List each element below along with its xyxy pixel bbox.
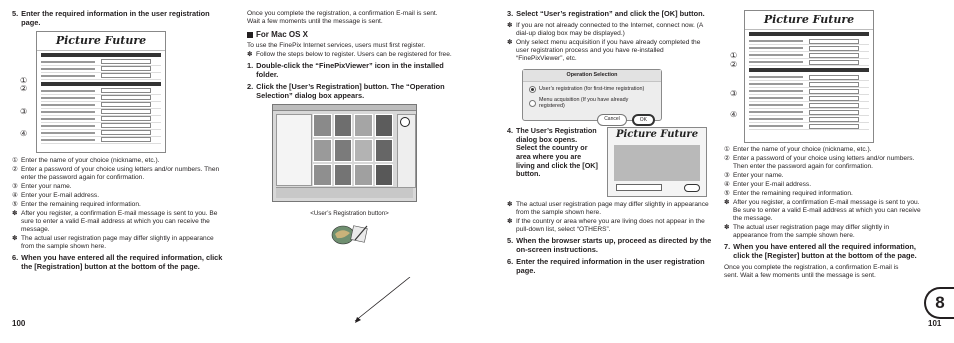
list-item: ⑤ Enter the remaining required information.: [724, 190, 853, 198]
form-row: [749, 88, 869, 95]
outro-paragraph: Once you complete the registration, a confirmation E-mail is sent. Wait a few moments until the message is sent.: [724, 264, 899, 280]
form-row: [749, 123, 869, 130]
list-item: ① Enter the name of your choice (nickname, etc.).: [724, 146, 872, 153]
instruction-list: [12, 157, 226, 251]
dialog-buttons: [529, 114, 655, 126]
callout-3: ③: [730, 89, 738, 98]
note: ✽ The actual user registration page may differ slightly in appearance from the sample shown here.: [724, 224, 890, 240]
form-row: [749, 81, 869, 88]
chapter-tab: 8: [924, 287, 954, 319]
option-users-registration[interactable]: User’s registration (for first-time registration): [529, 86, 655, 93]
photo-thumbnail[interactable]: [334, 114, 353, 137]
form-row: [41, 123, 161, 130]
cancel-button[interactable]: Cancel: [597, 114, 627, 126]
photo-thumbnail[interactable]: [375, 139, 394, 162]
country-dropdown[interactable]: [616, 184, 662, 191]
window-title-bar: [273, 105, 416, 111]
form-row: [41, 73, 161, 80]
thumbnail-grid: [313, 114, 393, 186]
section-body: To use the FinePix Internet services, users must first register.: [247, 41, 426, 49]
form-row: [749, 52, 869, 59]
note: ✽ The actual user registration page may differ slightly in appearance from the sample shown here.: [12, 235, 214, 251]
callout-1: ①: [730, 51, 738, 60]
notes-2: [507, 201, 712, 234]
form-row: [41, 88, 161, 95]
photo-thumbnail[interactable]: [354, 139, 373, 162]
note: ✽ After you register, a confirmation E-mail message is sent to you. Be sure to enter a valid E-mail address at which you can receive the message.: [12, 209, 218, 233]
left-column-2: [247, 10, 452, 245]
form-row: [41, 95, 161, 102]
callout-4: ④: [20, 128, 28, 138]
photo-thumbnail[interactable]: [354, 114, 373, 137]
folder-tree: [276, 114, 312, 186]
page-number-left: 100: [12, 319, 26, 329]
step-7-heading: 7. When you have entered all the required information, click the [Register] button at the bottom of the page.: [724, 242, 917, 261]
form-row: [41, 59, 161, 66]
step-5-heading: 5. When the browser starts up, proceed as directed by the on-screen instructions.: [507, 236, 712, 255]
dialog-title: Operation Selection: [523, 70, 661, 82]
section-bar: [749, 68, 869, 72]
callout-4: ④: [730, 110, 738, 119]
photo-thumbnail[interactable]: [354, 164, 373, 187]
form-row: [749, 116, 869, 123]
photo-thumbnail[interactable]: [313, 139, 332, 162]
picture-future-logo: Picture Future: [745, 11, 873, 30]
dialog-graphic: [614, 145, 700, 181]
form-row: [749, 102, 869, 109]
ok-button[interactable]: OK: [632, 114, 655, 126]
form-row: [749, 59, 869, 66]
figure-caption: <User’s Registration button>: [310, 210, 389, 218]
form-row: [41, 66, 161, 73]
photo-thumbnail[interactable]: [334, 139, 353, 162]
callout-2: ②: [20, 83, 28, 93]
note: ✽ After you register, a confirmation E-mail message is sent to you. Be sure to enter a valid E-mail address at which you can receive the message.: [724, 199, 921, 223]
list-item: ② Enter a password of your choice using letters and/or numbers. Then enter the password again for confirmation.: [724, 155, 915, 171]
right-column-3: [507, 10, 712, 279]
form-row: [41, 137, 161, 144]
callout-3: ③: [20, 106, 28, 116]
form-row: [41, 130, 161, 137]
pointer-arrow: [247, 277, 447, 327]
photo-thumbnail[interactable]: [313, 114, 332, 137]
operation-selection-dialog: [522, 69, 662, 121]
list-item: ① Enter the name of your choice (nickname, etc.).: [12, 156, 160, 164]
registration-figure: [724, 10, 924, 143]
list-item: ③ Enter your name.: [724, 172, 784, 180]
photo-thumbnail[interactable]: [375, 114, 394, 137]
note: ✽ The actual user registration page may differ slightly in appearance from the sample shown here.: [507, 201, 709, 217]
list-item: ④ Enter your E-mail address.: [724, 181, 812, 189]
page-number-right: 101: [928, 319, 942, 329]
step-6-heading: 6. When you have entered all the required information, click the [Registration] button at the bottom of the page.: [12, 253, 223, 271]
step-1-heading: 1. Double-click the “FinePixViewer” icon in the installed folder.: [247, 60, 444, 79]
step-2-heading: 2. Click the [User’s Registration] button. The “Operation Selection” dialog box appears.: [247, 81, 445, 100]
callout-2: ②: [730, 60, 738, 69]
note: ✽ Only select menu acquisition if you have already completed the user registration process and you have re-installed “FinePixViewer”, etc.: [507, 38, 701, 62]
users-registration-icon: [330, 223, 370, 245]
form-row: [41, 102, 161, 109]
registration-figure: [12, 31, 226, 153]
section-heading: For Mac OS X: [247, 30, 452, 40]
list-item: ⑤ Enter the remaining required information.: [12, 200, 141, 208]
intro-paragraph: Once you complete the registration, a confirmation E-mail is sent. Wait a few moments until the message is sent.: [247, 10, 438, 26]
finepixviewer-screenshot: [272, 104, 417, 202]
step-4-block: [507, 127, 712, 197]
registration-page-sample: [36, 31, 166, 153]
note: ✽ Follow the steps below to register. Users can be registered for free.: [247, 50, 452, 58]
callout-1: ①: [20, 75, 28, 85]
option-menu-acquisition[interactable]: Menu acquisition (If you have already registered): [529, 97, 655, 110]
step-4-heading: 4. The User’s Registration dialog box opens. Select the country or area where you are living and click the [OK] button.: [507, 126, 598, 179]
left-column-1: [12, 10, 226, 275]
form-row: [749, 38, 869, 45]
list-item: ③ Enter your name.: [12, 182, 72, 190]
step-5-heading: 5. Enter the required information in the user registration page.: [12, 9, 210, 27]
form-row: [749, 74, 869, 81]
step-3-heading: 3. Select “User’s registration” and click the [OK] button.: [507, 9, 705, 18]
form-row: [749, 45, 869, 52]
section-square-icon: [247, 32, 253, 38]
form-row: [749, 109, 869, 116]
registration-page-sample: [744, 10, 874, 143]
step-6-heading: 6. Enter the required information in the user registration page.: [507, 256, 705, 275]
list-item: ④ Enter your E-mail address.: [12, 191, 100, 199]
photo-thumbnail[interactable]: [334, 164, 353, 187]
picture-future-logo: Picture Future: [37, 32, 165, 51]
section-bar: [41, 53, 161, 57]
dialog-ok-button[interactable]: [684, 184, 700, 192]
list-item: ② Enter a password of your choice using letters and/or numbers. Then enter the password again for confirmation.: [12, 165, 220, 181]
right-column-4: [724, 10, 924, 283]
dialog-logo: Picture Future: [615, 128, 699, 140]
note: ✽ If you are not already connected to the Internet, connect now. (A dial-up dialog box may be displayed.): [507, 21, 703, 37]
note: ✽ If the country or area where you are living does not appear in the pull-down list, select “OTHERS”.: [507, 218, 705, 234]
radio-unselected[interactable]: [529, 100, 536, 107]
form-row: [749, 95, 869, 102]
photo-thumbnail[interactable]: [313, 164, 332, 187]
instruction-list: [724, 146, 924, 240]
section-bar: [749, 32, 869, 36]
form-row: [41, 116, 161, 123]
photo-thumbnail[interactable]: [375, 164, 394, 187]
users-registration-dialog: [607, 127, 707, 197]
bottom-toolbar: [276, 187, 413, 198]
section-bar: [41, 82, 161, 86]
form-row: [41, 109, 161, 116]
radio-selected[interactable]: [529, 86, 536, 93]
